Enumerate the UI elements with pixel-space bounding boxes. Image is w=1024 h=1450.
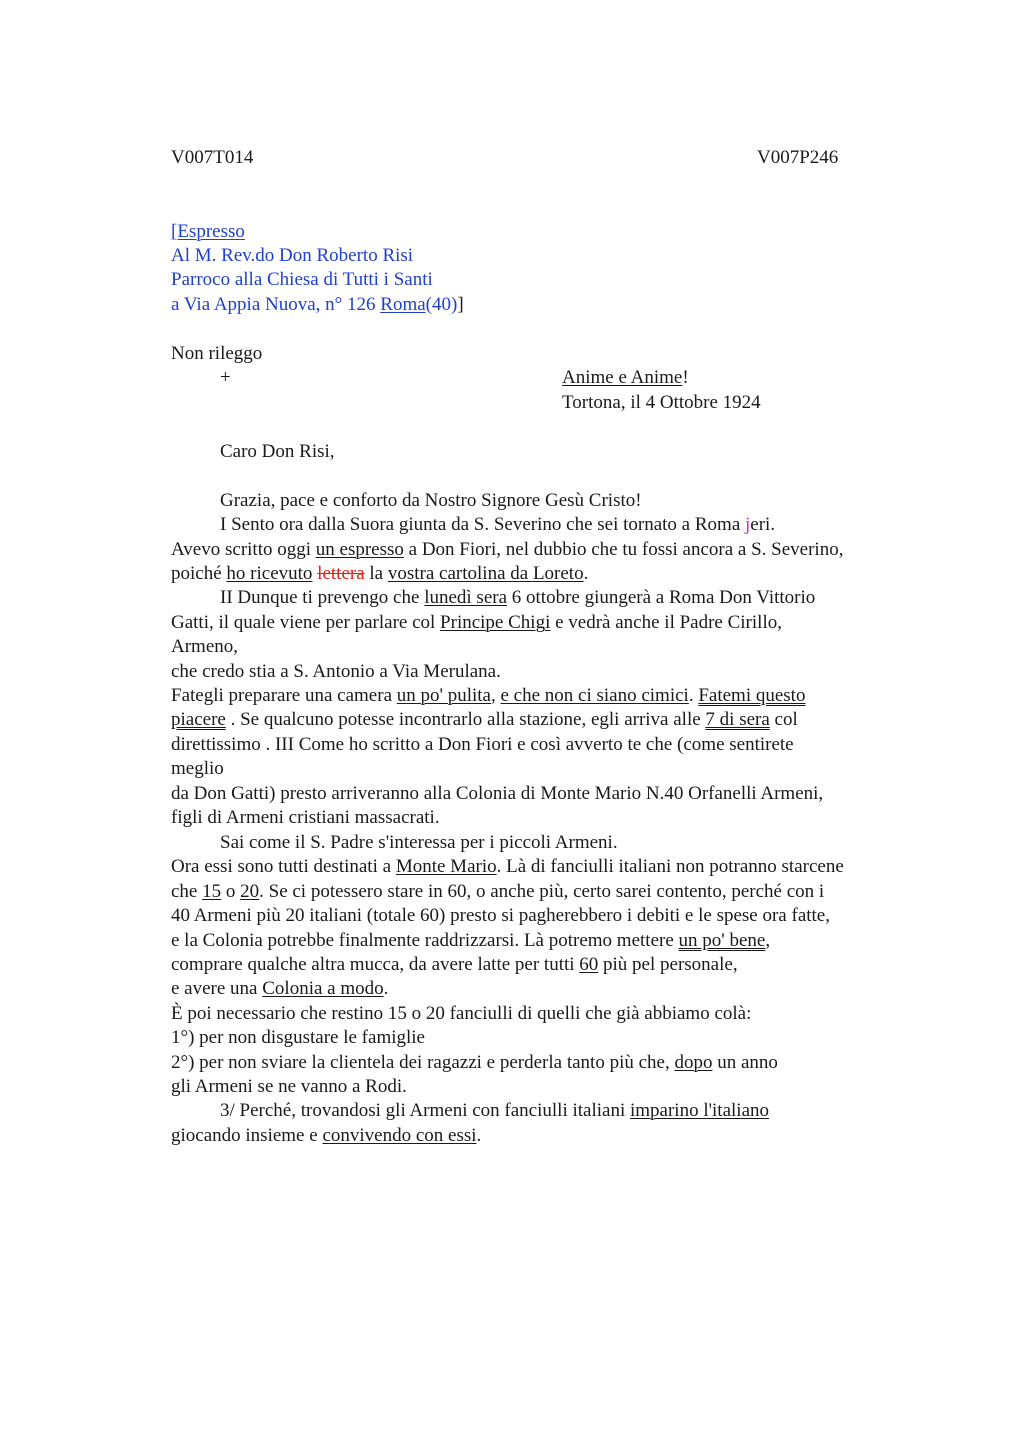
underlined-text: un espresso	[315, 539, 404, 560]
body-line	[171, 880, 824, 904]
underlined-text: convivendo con essi	[322, 1125, 477, 1146]
body-line	[171, 953, 738, 977]
body-line	[220, 1099, 769, 1123]
underlined-text: 60	[579, 954, 599, 975]
motto-mark: !	[682, 367, 689, 388]
dateline: Tortona, il 4 Ottobre 1924	[562, 392, 761, 413]
body-line: 40 Armeni più 20 italiani (totale 60) presto si pagherebbero i debiti e le spese ora fatte,	[171, 905, 830, 926]
text-run: eri.	[750, 514, 776, 535]
body-line	[171, 562, 588, 586]
underlined-text: ho ricevuto	[226, 563, 313, 584]
motto	[562, 366, 689, 390]
body-line: Armeno,	[171, 636, 239, 657]
motto-text: Anime e Anime	[562, 367, 683, 388]
text-run: e la Colonia potrebbe finalmente raddrizzarsi. Là potremo mettere	[171, 930, 679, 951]
text-run: più pel personale,	[598, 954, 738, 975]
text-run: ,	[765, 930, 771, 951]
underlined-text: vostra cartolina da Loreto	[387, 563, 584, 584]
body-line	[171, 1051, 778, 1075]
underlined-text: Principe Chigi	[440, 612, 551, 633]
text-run: . Se ci potessero stare in 60, o anche più, certo sarei contento, perché con i	[259, 881, 825, 902]
address-number: (40)	[425, 294, 458, 315]
text-run: Ora essi sono tutti destinati a	[171, 856, 396, 877]
address-line-2: Al M. Rev.do Don Roberto Risi	[171, 245, 414, 266]
body-line	[171, 684, 805, 708]
text-run: giocando insieme e	[171, 1125, 323, 1146]
text-run: a Don Fiori, nel dubbio che tu fossi ancora a S. Severino,	[403, 539, 844, 560]
text-run: Fategli preparare una camera	[171, 685, 397, 706]
underlined-text: 20	[240, 881, 260, 902]
body-line: figli di Armeni cristiani massacrati.	[171, 807, 440, 828]
address-city: Roma	[380, 294, 426, 315]
correction-mark: j	[745, 514, 751, 535]
struck-text: lettera	[317, 563, 365, 584]
underlined-text: 15	[202, 881, 222, 902]
double-underlined-text: Fatemi questo	[698, 685, 806, 706]
text-run: un anno	[712, 1052, 778, 1073]
body-line	[171, 929, 770, 953]
note-non-rileggo: Non rileggo	[171, 343, 263, 364]
text-run: 3/ Perché, trovandosi gli Armeni con fanciulli italiani	[220, 1100, 630, 1121]
body-line: che credo stia a S. Antonio a Via Merulana.	[171, 661, 501, 682]
underlined-text: Monte Mario	[395, 856, 497, 877]
text-run: ,	[490, 685, 501, 706]
text-run: e vedrà anche il Padre Cirillo,	[550, 612, 782, 633]
body-line	[220, 586, 815, 610]
address-espresso: [Espresso	[171, 221, 245, 242]
double-underlined-text: 7 di sera	[705, 709, 770, 730]
doc-code-left: V007T014	[171, 147, 254, 168]
doc-code-right: V007P246	[757, 147, 839, 168]
text-run: 2°) per non sviare la clientela dei ragazzi e perderla tanto più che,	[171, 1052, 675, 1073]
underlined-text: lunedì sera	[424, 587, 508, 608]
underlined-text: e che non ci siano cimici	[500, 685, 689, 706]
body-line	[171, 538, 843, 562]
body-line: da Don Gatti) presto arriveranno alla Colonia di Monte Mario N.40 Orfanelli Armeni,	[171, 783, 824, 804]
text-run: .	[688, 685, 699, 706]
body-line	[171, 611, 782, 635]
underlined-text: un po' pulita	[396, 685, 491, 706]
text-run: .	[583, 563, 589, 584]
text-run: .	[383, 978, 389, 999]
text-run: e avere una	[171, 978, 263, 999]
address-street: a Via Appia Nuova, n° 126	[171, 294, 381, 315]
address-line-1	[171, 220, 245, 244]
body-line: Grazia, pace e conforto da Nostro Signore Gesù Cristo!	[220, 490, 642, 511]
body-line: meglio	[171, 758, 224, 779]
text-run: o	[221, 881, 241, 902]
body-line: direttissimo . III Come ho scritto a Don Fiori e così avverto te che (come sentirete	[171, 734, 794, 755]
double-underlined-text: piacere	[171, 709, 226, 730]
body-line: gli Armeni se ne vanno a Rodi.	[171, 1076, 407, 1097]
text-run: poiché	[171, 563, 227, 584]
body-line	[171, 1124, 481, 1148]
text-run: Gatti, il quale viene per parlare col	[171, 612, 441, 633]
text-run: col	[769, 709, 798, 730]
address-line-4	[171, 293, 464, 317]
body-line	[171, 708, 798, 732]
body-line	[171, 977, 388, 1001]
body-line: È poi necessario che restino 15 o 20 fanciulli di quelli che già abbiamo colà:	[171, 1003, 752, 1024]
cross-mark: +	[220, 367, 231, 388]
salutation: Caro Don Risi,	[220, 441, 335, 462]
underlined-text: dopo	[674, 1052, 713, 1073]
text-run: . Se qualcuno potesse incontrarlo alla stazione, egli arriva alle	[225, 709, 706, 730]
text-run: I Sento ora dalla Suora giunta da S. Severino che sei tornato a Roma	[220, 514, 746, 535]
double-underlined-text: un po' bene	[678, 930, 766, 951]
underlined-text: imparino l'italiano	[629, 1100, 770, 1121]
address-line-3: Parroco alla Chiesa di Tutti i Santi	[171, 269, 433, 290]
text-run: Avevo scritto oggi	[171, 539, 316, 560]
text-run: .	[476, 1125, 482, 1146]
text-run: . Là di fanciulli italiani non potranno starcene	[496, 856, 844, 877]
body-line	[220, 513, 775, 537]
body-line: 1°) per non disgustare le famiglie	[171, 1027, 425, 1048]
text-run: II Dunque ti prevengo che	[220, 587, 425, 608]
body-line	[171, 855, 844, 879]
underlined-text: Colonia a modo	[262, 978, 384, 999]
body-line: Sai come il S. Padre s'interessa per i piccoli Armeni.	[220, 832, 618, 853]
text-run: comprare qualche altra mucca, da avere latte per tutti	[171, 954, 580, 975]
text-run: la	[364, 563, 388, 584]
address-close-bracket: ]	[457, 294, 464, 315]
text-run: che	[171, 881, 203, 902]
text-run: 6 ottobre giungerà a Roma Don Vittorio	[507, 587, 816, 608]
